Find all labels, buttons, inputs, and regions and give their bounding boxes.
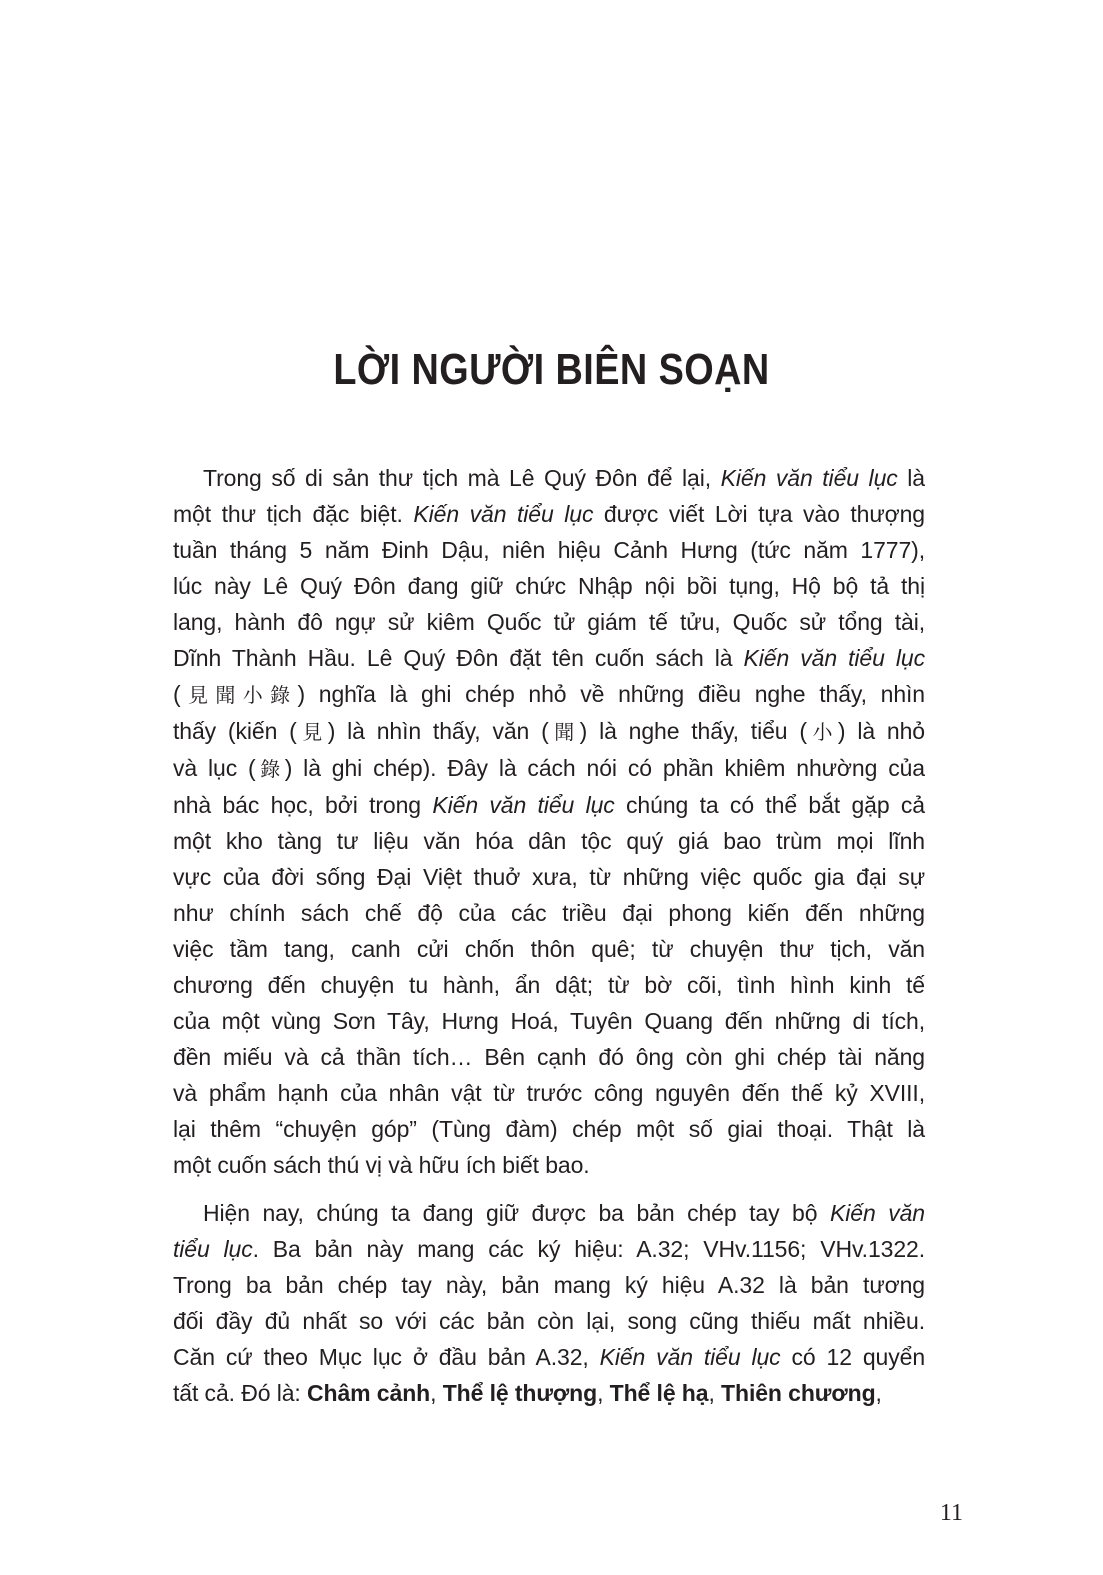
text-line	[173, 1303, 925, 1339]
text-run: lúc này Lê Quý Đôn đang giữ chức Nhập nội bồi tụng, Hộ bộ tả thị	[173, 573, 925, 599]
italic-text: tiểu lục	[173, 1236, 253, 1262]
text-run: và phẩm hạnh của nhân vật từ trước công nguyên đến thế kỷ XVIII,	[173, 1080, 925, 1106]
text-line	[173, 1003, 925, 1039]
text-line	[173, 1339, 925, 1375]
text-run: chúng ta có thể bắt gặp cả	[614, 792, 925, 818]
text-line	[173, 568, 925, 604]
text-run: được viết Lời tựa vào thượng	[593, 501, 925, 527]
italic-text: Kiến văn tiểu lục	[413, 501, 594, 527]
text-run: ,	[430, 1380, 443, 1406]
italic-text: Kiến văn tiểu lục	[720, 465, 898, 491]
page-number: 11	[939, 1500, 963, 1526]
text-line	[173, 460, 925, 496]
text-line	[173, 1267, 925, 1303]
han-characters: 聞	[548, 720, 580, 744]
text-run: của một vùng Sơn Tây, Hưng Hoá, Tuyên Quang đến những di tích,	[173, 1008, 925, 1034]
text-run: chương đến chuyện tu hành, ẩn dật; từ bờ cõi, tình hình kinh tế	[173, 972, 925, 998]
text-run: ) là nhìn thấy, văn (	[327, 718, 549, 744]
text-line	[173, 1147, 925, 1183]
italic-text: Kiến văn	[830, 1200, 925, 1226]
text-run: ,	[875, 1380, 882, 1406]
italic-text: Kiến văn tiểu lục	[743, 645, 925, 671]
text-run: đền miếu và cả thần tích… Bên cạnh đó ông còn ghi chép tài năng	[173, 1044, 925, 1070]
text-line	[173, 859, 925, 895]
han-characters: 見	[296, 720, 328, 744]
han-characters: 小	[806, 720, 838, 744]
text-run: tuần tháng 5 năm Đinh Dậu, niên hiệu Cảnh Hưng (tức năm 1777),	[173, 537, 925, 563]
bold-text: Thiên chương	[721, 1380, 876, 1406]
text-line	[173, 1039, 925, 1075]
text-line	[173, 676, 925, 713]
text-line	[173, 931, 925, 967]
text-line	[173, 787, 925, 823]
text-run: lang, hành đô ngự sử kiêm Quốc tử giám tế tửu, Quốc sử tổng tài,	[173, 609, 925, 635]
text-line	[173, 1195, 925, 1231]
text-run: Trong số di sản thư tịch mà Lê Quý Đôn để lại,	[203, 465, 721, 491]
text-line	[173, 496, 925, 532]
bold-text: Thể lệ thượng	[442, 1380, 598, 1406]
text-line	[173, 640, 925, 676]
italic-text: Kiến văn tiểu lục	[599, 1344, 781, 1370]
text-line	[173, 1111, 925, 1147]
text-run: là	[897, 465, 925, 491]
han-characters: 錄	[255, 757, 285, 781]
text-run: có 12 quyển	[780, 1344, 926, 1370]
text-run: Trong ba bản chép tay này, bản mang ký hiệu A.32 là bản tương	[173, 1272, 925, 1298]
text-run: vực của đời sống Đại Việt thuở xưa, từ những việc quốc gia đại sự	[173, 864, 925, 890]
text-line	[173, 1075, 925, 1111]
paragraph	[173, 1195, 925, 1411]
text-line	[173, 604, 925, 640]
text-run: ,	[708, 1380, 722, 1406]
bold-text: Châm cảnh	[307, 1380, 431, 1406]
text-line	[173, 895, 925, 931]
text-line	[173, 823, 925, 859]
text-run: đối đầy đủ nhất so với các bản còn lại, song cũng thiếu mất nhiều.	[173, 1308, 925, 1334]
text-line	[173, 1375, 925, 1411]
text-run: ) nghĩa là ghi chép nhỏ về những điều nghe thấy, nhìn	[297, 681, 925, 707]
text-run: và lục (	[173, 755, 256, 781]
text-run: việc tầm tang, canh cửi chốn thôn quê; từ chuyện thư tịch, văn	[173, 936, 925, 962]
text-run: lại thêm “chuyện góp” (Tùng đàm) chép một số giai thoại. Thật là	[173, 1116, 925, 1142]
text-line	[173, 713, 925, 750]
text-run: Căn cứ theo Mục lục ở đầu bản A.32,	[173, 1344, 600, 1370]
text-run: ) là ghi chép). Đây là cách nói có phần khiêm nhường của	[284, 755, 925, 781]
italic-text: Kiến văn tiểu lục	[432, 792, 615, 818]
text-run: một kho tàng tư liệu văn hóa dân tộc quý giá bao trùm mọi lĩnh	[173, 828, 925, 854]
text-run: tất cả. Đó là:	[173, 1380, 308, 1406]
text-line	[173, 1231, 925, 1267]
han-characters: 見聞小錄	[180, 683, 298, 707]
text-line	[173, 750, 925, 787]
text-line	[173, 967, 925, 1003]
text-run: như chính sách chế độ của các triều đại phong kiến đến những	[173, 900, 925, 926]
text-run: (	[173, 681, 181, 707]
text-run: thấy (kiến (	[173, 718, 297, 744]
text-run: một thư tịch đặc biệt.	[173, 501, 414, 527]
text-run: một cuốn sách thú vị và hữu ích biết bao.	[173, 1152, 590, 1178]
text-run: nhà bác học, bởi trong	[173, 792, 433, 818]
page-title: LỜI NGƯỜI BIÊN SOẠN	[333, 345, 770, 394]
paragraph	[173, 460, 925, 1183]
body-text	[173, 460, 925, 1411]
text-run: Dĩnh Thành Hầu. Lê Quý Đôn đặt tên cuốn sách là	[173, 645, 744, 671]
text-run: ,	[597, 1380, 610, 1406]
text-line	[173, 532, 925, 568]
text-run: ) là nhỏ	[837, 718, 925, 744]
text-run: . Ba bản này mang các ký hiệu: A.32; VHv.1156; VHv.1322.	[252, 1236, 925, 1262]
bold-text: Thể lệ hạ	[609, 1380, 709, 1406]
text-run: ) là nghe thấy, tiểu (	[579, 718, 807, 744]
text-run: Hiện nay, chúng ta đang giữ được ba bản chép tay bộ	[203, 1200, 831, 1226]
